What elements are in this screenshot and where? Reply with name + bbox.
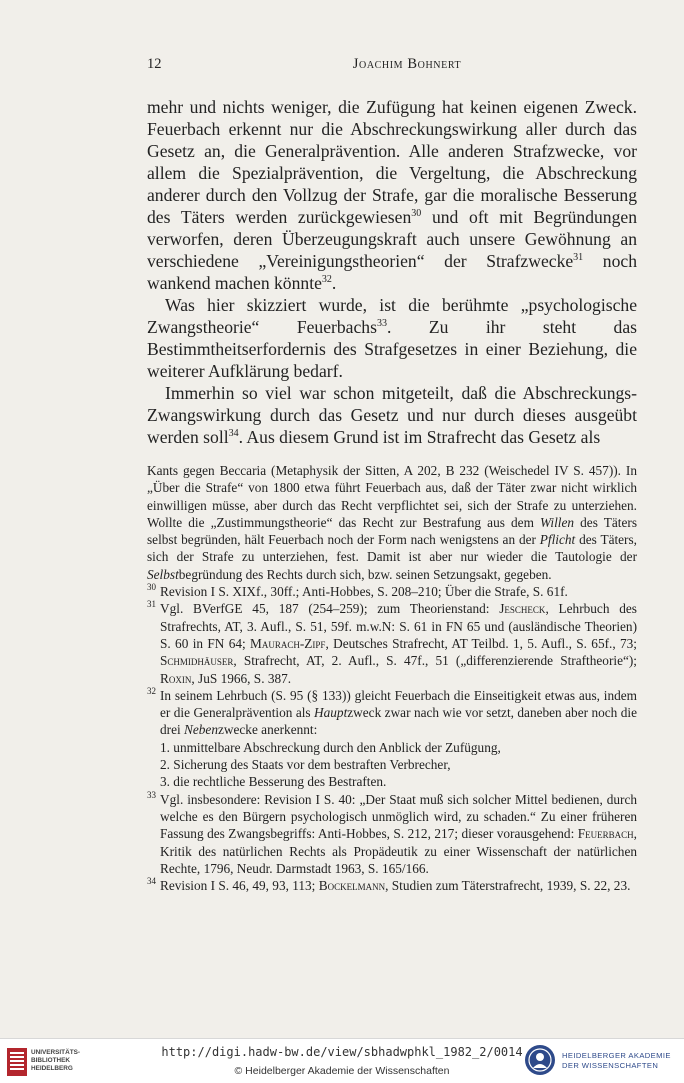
footnote-32: 32 In seinem Lehrbuch (S. 95 (§ 133)) gleicht Feuerbach die Einseitigkeit etwas aus, indem er die Generalprävention als Hauptzweck zwar nach wie vor setzt, daneben aber noch die drei Nebenzwecke anerkennt:: [147, 687, 637, 739]
list-item: 1. unmittelbare Abschreckung durch den Anblick der Zufügung,: [160, 739, 501, 755]
permalink-url[interactable]: http://digi.hadw-bw.de/view/sbhadwphkl_1982_2/0014: [161, 1045, 523, 1059]
footnote-number: 32: [147, 685, 156, 696]
footnote-ref-33[interactable]: 33: [376, 318, 387, 330]
footnote-34: 34 Revision I S. 46, 49, 93, 113; Bockelmann, Studien zum Täterstrafrecht, 1939, S. 22, 23.: [147, 877, 637, 894]
footnote-30: 30 Revision I S. XIXf., 30ff.; Anti-Hobbes, S. 208–210; Über die Strafe, S. 61f.: [147, 583, 637, 600]
library-name: UNIVERSITÄTS- BIBLIOTHEK HEIDELBERG: [31, 1049, 80, 1072]
paragraph-1: mehr und nichts weniger, die Zufügung hat keinen eigenen Zweck. Feuerbach erkennt nur die Abschreckungswirkung aller durch das Gesetz an, die Generalprävention. Alle anderen Strafzwecke, vor allem die Spezialprävention, die Vergeltung, die Abschreckung anderer durch den Vollzug der Strafe, gar die moralische Besserung des Täters werden zurückgewiesen$^{30}$ und oft mit Begründungen verworfen, deren Überzeugungskraft auch unsere Gewöhnung an verschiedene „Vereinigungstheorien“ der Strafzwecke$^{31}$ noch wankend machen könnte$^{32}$.: [147, 97, 637, 293]
footnote-ref-32[interactable]: 32: [321, 274, 332, 286]
footnote-31: 31 Vgl. BVerfGE 45, 187 (254–259); zum Theorienstand: Jescheck, Lehrbuch des Strafrechts, AT, 3. Aufl., S. 51, 59f. m.w.N: S. 61 in FN 65 und (ausländische Theorien) S. 60 in FN 64; Maurach-Zipf, Deutsches Strafrecht, AT Teilbd. 1, 5. Aufl., S. 65f., 73; Schmidhäuser, Strafrecht, AT, 2. Aufl., S. 47f., 51 („differenzierende Straftheorie“); Roxin, JuS 1966, S. 387.: [147, 600, 637, 686]
footnote-number: 34: [147, 876, 156, 887]
main-text: [147, 96, 637, 448]
footnotes: [147, 462, 637, 894]
footnote-ref-30[interactable]: 30: [411, 208, 422, 220]
footnote-ref-31[interactable]: 31: [573, 252, 584, 264]
academy-seal-icon: [524, 1044, 556, 1076]
academy-logo[interactable]: [524, 1044, 676, 1078]
copyright-notice: © Heidelberger Akademie der Wissenschaften: [234, 1065, 450, 1077]
footnote-number: 33: [147, 789, 156, 800]
viewer-footer: [0, 1038, 684, 1083]
footnote-continuation: Kants gegen Beccaria (Metaphysik der Sitten, A 202, B 232 (Weischedel IV S. 457)). In „Über die Strafe“ von 1800 etwa führt Feuerbach aus, daß der Täter zwar nicht wirklich einwilligen müsse, aber durch das Recht verpflichtet sei, sich der Strafe zu unterziehen. Wollte die „Zustimmungstheorie“ das Recht zur Bestrafung aus dem Willen des Täters selbst begründen, hält Feuerbach noch der Form nach wenigstens an der Pflicht des Täters, sich der Strafe zu unterziehen, fest. Damit ist aber nur wieder die Tautologie der Selbstbegründung des Rechts durch sich, bzw. seinen Setzungsakt, gegeben.: [147, 463, 637, 582]
paragraph-3: Immerhin so viel war schon mitgeteilt, daß die Abschreckungs-Zwangswirkung durch das Gesetz und nur durch dieses ausgeübt werden soll$^{34}$. Aus diesem Grund ist im Strafrecht das Gesetz als: [147, 383, 637, 447]
page-number: 12: [147, 56, 162, 72]
footnote-number: 31: [147, 599, 156, 610]
paragraph-2: Was hier skizziert wurde, ist die berühmte „psychologische Zwangstheorie“ Feuerbachs$^{33}$. Zu ihr steht das Bestimmtheitserfordernis des Strafgesetzes in einer Beziehung, die weiterer Aufklärung bedarf.: [147, 295, 638, 381]
footnote-number: 30: [147, 582, 156, 593]
list-item: 3. die rechtliche Besserung des Bestraften.: [160, 774, 387, 790]
footnote-33: 33 Vgl. insbesondere: Revision I S. 40: „Der Staat muß sich solcher Mittel bedienen, durch welche es den Bürgern psychologisch unmöglich wird, zu schaden.“ Zu einer früheren Fassung des Zwangsbegriffs: Anti-Hobbes, S. 212, 217; dieser vorausgehend: Feuerbach, Kritik des natürlichen Rechts als Propädeutik zu einer Wissenschaft der natürlichen Rechte, 1796, Neudr. Darmstadt 1963, S. 165/166.: [147, 791, 637, 877]
running-head: Joachim Bohnert: [352, 56, 462, 72]
academy-name: HEIDELBERGER AKADEMIE DER WISSENSCHAFTEN: [562, 1051, 671, 1070]
page-header: [147, 56, 637, 80]
list-item: 2. Sicherung des Staats vor dem bestraften Verbrecher,: [160, 757, 451, 773]
footnote-ref-34[interactable]: 34: [228, 428, 239, 440]
